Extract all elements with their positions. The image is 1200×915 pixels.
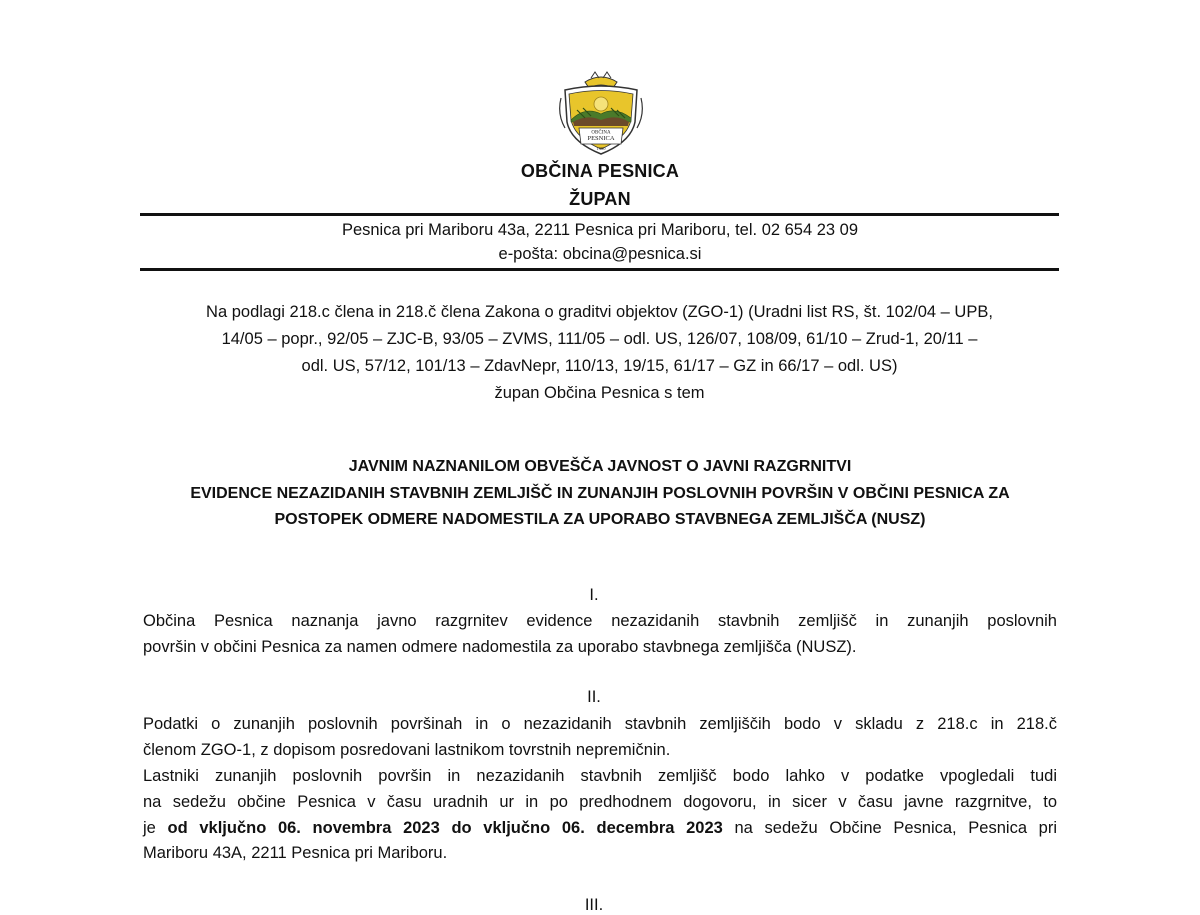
paragraph-line: Mariboru 43A, 2211 Pesnica pri Mariboru. (143, 844, 448, 863)
notice-title (130, 454, 1070, 534)
section-number-2: II. (587, 688, 601, 706)
paragraph-line: na sedežu občine Pesnica v času uradnih ur in po predhodnem dogovoru, in sicer v času javne razgrnitve, to (143, 792, 1057, 811)
notice-title-line: POSTOPEK ODMERE NADOMESTILA ZA UPORABO STAVBNEGA ZEMLJIŠČA (NUSZ) (274, 511, 926, 528)
section-2-paragraph-1 (143, 712, 1057, 764)
section-number-1: I. (589, 586, 599, 604)
section-1-paragraph (143, 609, 1057, 661)
logo-text-obcina: OBČINA (591, 130, 611, 136)
text-segment: na sedežu Občine Pesnica, Pesnica pri (722, 818, 1057, 837)
contact-email: e-pošta: obcina@pesnica.si (498, 245, 702, 263)
text-segment: je (143, 818, 168, 837)
legal-basis-line: Na podlagi 218.c člena in 218.č člena Zakona o graditvi objektov (ZGO-1) (Uradni list RS, št. 102/04 – UPB, (206, 303, 993, 321)
section-2-paragraph-2 (143, 764, 1057, 867)
paragraph-line-with-dates (143, 816, 1057, 842)
legal-basis-line: župan Občina Pesnica s tem (494, 384, 705, 402)
inspection-period: od vključno 06. novembra 2023 do vključno 06. decembra 2023 (167, 818, 723, 837)
legal-basis-line: odl. US, 57/12, 101/13 – ZdavNepr, 110/13, 19/15, 61/17 – GZ in 66/17 – odl. US) (301, 357, 898, 375)
paragraph-line: Podatki o zunanjih poslovnih površinah in o nezazidanih stavbnih zemljiščih bodo v skladu z 218.c in 218.č (143, 715, 1057, 733)
paragraph-line: Občina Pesnica naznanja javno razgrnitev evidence nezazidanih stavbnih zemljišč in zunanjih poslovnih (143, 612, 1057, 630)
paragraph-line: Lastniki zunanjih poslovnih površin in nezazidanih stavbnih zemljišč bodo lahko v podatke vpogledali tudi (143, 767, 1057, 785)
legal-basis-line: 14/05 – popr., 92/05 – ZJC-B, 93/05 – ZVMS, 111/05 – odl. US, 126/07, 108/09, 61/10 – Zrud-1, 20/11 – (221, 330, 978, 348)
organization-name: OBČINA PESNICA (520, 161, 680, 181)
municipality-coat-of-arms-logo (555, 70, 647, 158)
legal-basis (140, 299, 1059, 407)
header-rule-bottom (140, 268, 1059, 271)
section-number-3: III. (584, 896, 604, 914)
header-rule-top (140, 213, 1059, 216)
paragraph-line: površin v občini Pesnica za namen odmere nadomestila za uporabo stavbnega zemljišča (NUSZ). (143, 637, 857, 656)
notice-title-line: EVIDENCE NEZAZIDANIH STAVBNIH ZEMLJIŠČ IN ZUNANJIH POSLOVNIH POVRŠIN V OBČINI PESNICA ZA (190, 484, 1010, 502)
notice-title-line: JAVNIM NAZNANILOM OBVEŠČA JAVNOST O JAVNI RAZGRNITVI (348, 458, 852, 475)
contact-address: Pesnica pri Mariboru 43a, 2211 Pesnica pri Mariboru, tel. 02 654 23 09 (341, 221, 859, 239)
logo-text-pesnica: PESNICA (587, 135, 615, 142)
organization-role: ŽUPAN (569, 189, 631, 209)
logo-text-year: 1990 (596, 146, 606, 151)
paragraph-line: členom ZGO-1, z dopisom posredovani lastnikom tovrstnih nepremičnin. (143, 740, 671, 759)
